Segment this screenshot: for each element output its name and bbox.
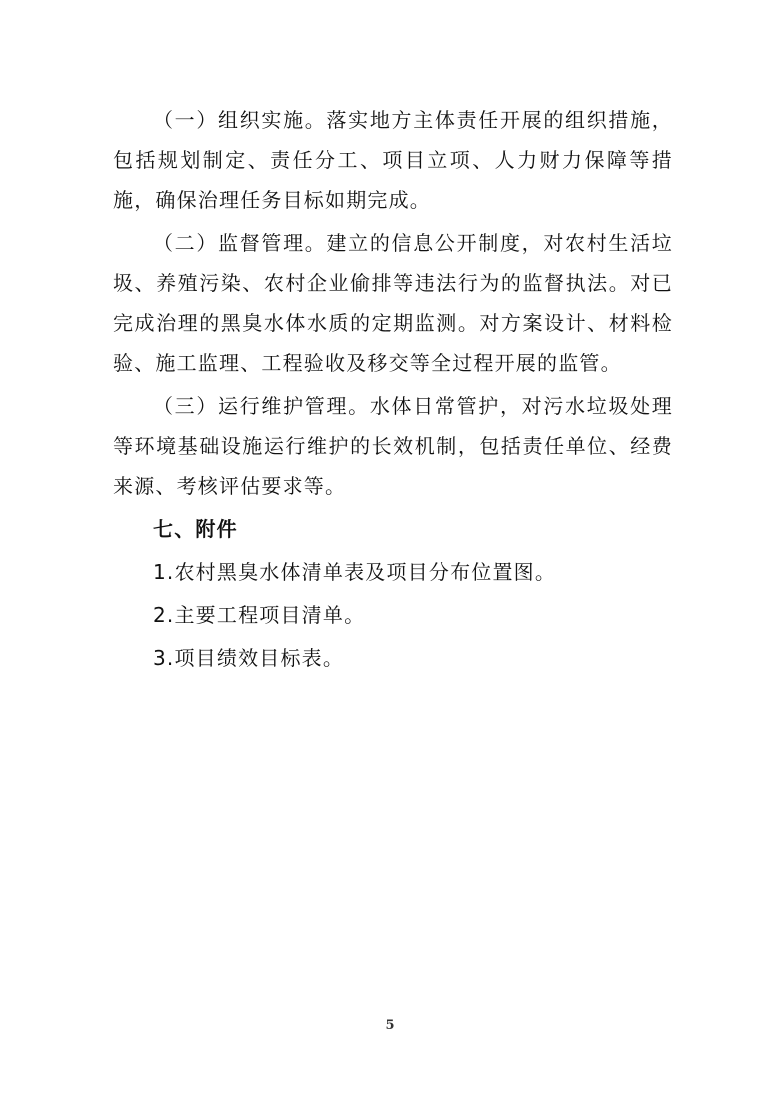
- paragraph-maintenance: （三）运行维护管理。水体日常管护，对污水垃圾处理等环境基础设施运行维护的长效机制，包括责任单位、经费来源、考核评估要求等。: [113, 394, 673, 498]
- attachments-list: [113, 552, 673, 678]
- document-body: [113, 100, 673, 681]
- paragraph-organization: （一）组织实施。落实地方主体责任开展的组织措施，包括规划制定、责任分工、项目立项、人力财力保障等措施，确保治理任务目标如期完成。: [113, 108, 673, 212]
- section-heading-attachments: 七、附件: [153, 517, 238, 541]
- list-item: 2.主要工程项目清单。: [153, 603, 366, 627]
- page-number: 5: [385, 1018, 395, 1033]
- paragraph-supervision: （二）监督管理。建立的信息公开制度，对农村生活垃圾、养殖污染、农村企业偷排等违法行为的监督执法。对已完成治理的黑臭水体水质的定期监测。对方案设计、材料检验、施工监理、工程验收及移交等全过程开展的监管。: [113, 231, 673, 375]
- list-item: 1.农村黑臭水体清单表及项目分布位置图。: [153, 560, 557, 584]
- list-item: 3.项目绩效目标表。: [153, 646, 345, 670]
